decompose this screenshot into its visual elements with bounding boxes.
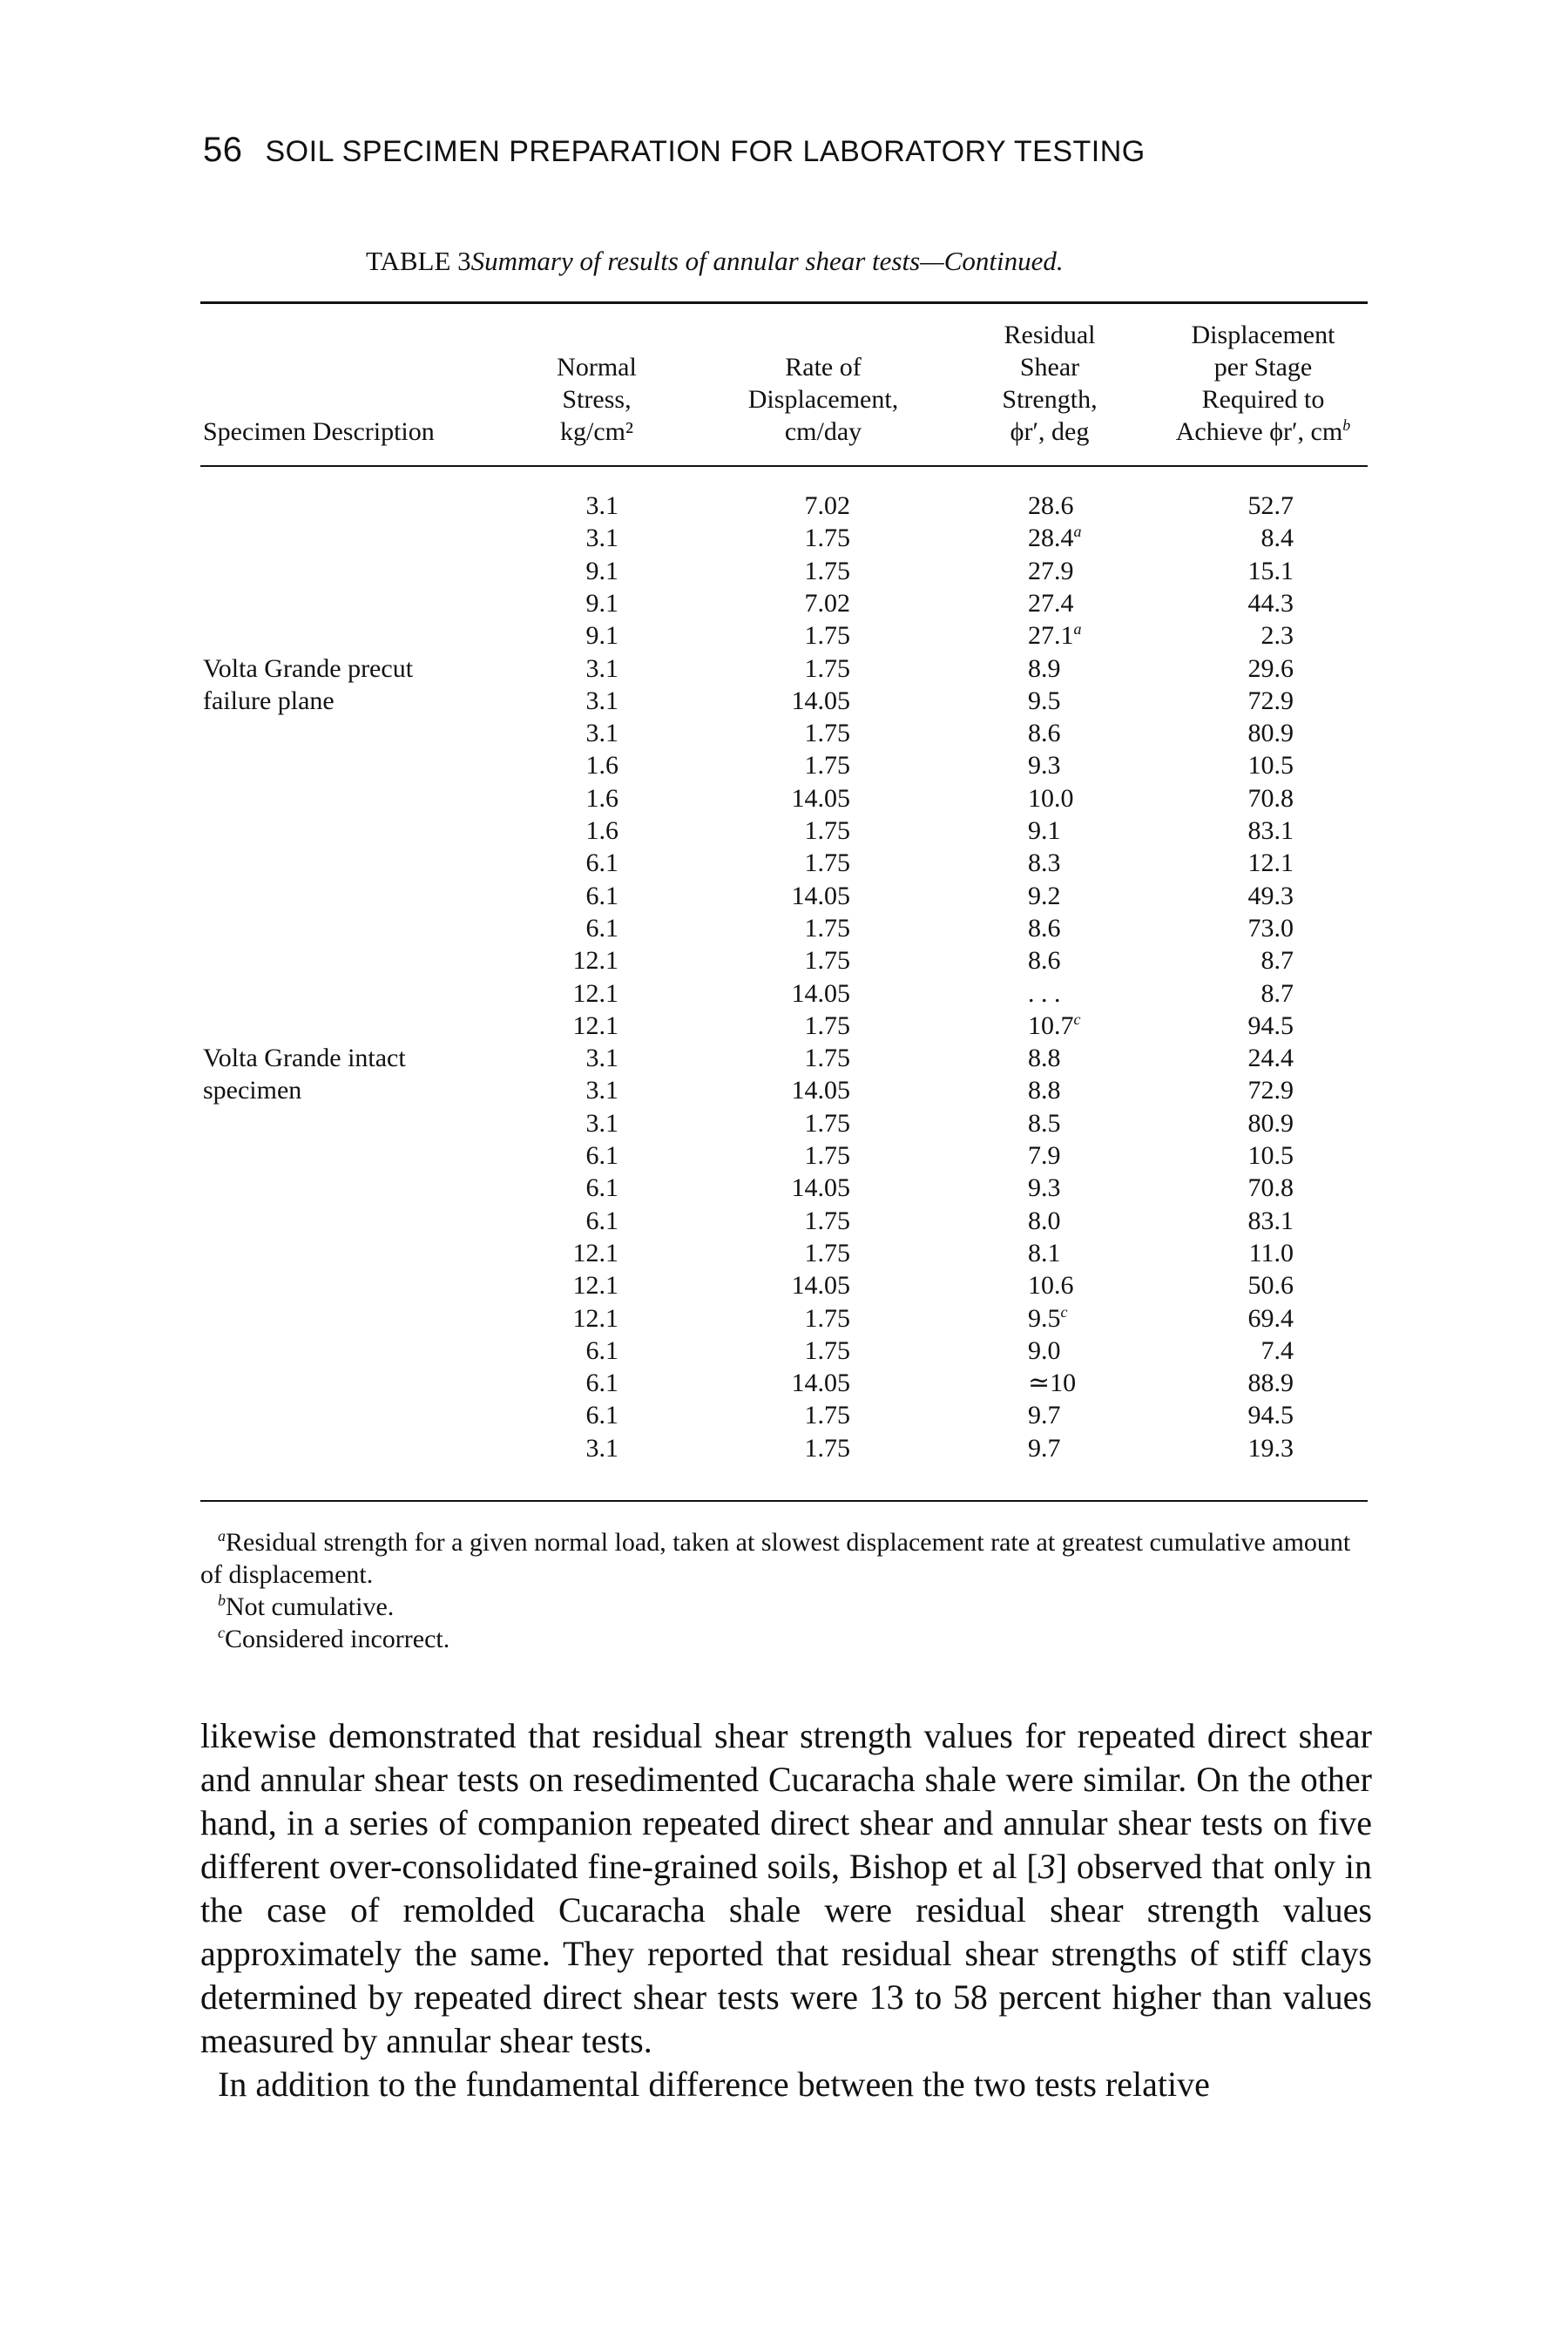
table-bottom-rule [200, 1500, 1368, 1502]
table-row [0, 1367, 1568, 1399]
cell-displacement: 72.9 [1247, 1076, 1294, 1105]
table-row [0, 619, 1568, 652]
cell-rate: 14.05 [791, 1271, 850, 1301]
table-row [0, 880, 1568, 912]
cell-normal-stress: 3.1 [585, 491, 618, 520]
cell-displacement: 83.1 [1247, 816, 1294, 845]
page-number: 56 [203, 131, 243, 169]
cell-normal-stress: 12.1 [572, 1238, 618, 1267]
cell-residual-strength: 27.4 [1028, 588, 1074, 618]
cell-displacement: 10.5 [1247, 1141, 1294, 1170]
cell-rate: 7.02 [804, 491, 850, 520]
cell-normal-stress: 3.1 [585, 1076, 618, 1105]
cell-rate: 14.05 [791, 978, 850, 1008]
footnote-c: $^c$Considered incorrect. [218, 1624, 450, 1653]
running-head-title: SOIL SPECIMEN PREPARATION FOR LABORATORY TESTING [265, 135, 1146, 168]
table-row [0, 1237, 1568, 1269]
cell-normal-stress: 3.1 [585, 1433, 618, 1463]
cell-displacement: 50.6 [1247, 1271, 1294, 1301]
cell-normal-stress: 3.1 [585, 719, 618, 748]
table-row [0, 1302, 1568, 1335]
table-row [0, 1432, 1568, 1464]
cell-residual-strength: 9.7 [1028, 1401, 1061, 1430]
cell-residual-strength: 9.1 [1028, 816, 1061, 845]
body-text [200, 1714, 1372, 2106]
table-row [0, 1269, 1568, 1301]
cell-rate: 1.75 [804, 1206, 850, 1235]
cell-residual-strength: 8.6 [1028, 946, 1061, 976]
table-row [0, 977, 1568, 1010]
header-specimen-description: Specimen Description [203, 417, 435, 446]
cell-rate: 1.75 [804, 751, 850, 781]
cell-residual-strength: 8.0 [1028, 1206, 1061, 1235]
cell-residual-strength: 27.1$^a$ [1028, 620, 1082, 651]
cell-normal-stress: 6.1 [585, 1173, 618, 1203]
specimen-description: Volta Grande intact specimen [203, 1044, 406, 1105]
cell-residual-strength: 8.8 [1028, 1076, 1061, 1105]
cell-displacement: 72.9 [1247, 686, 1294, 715]
cell-displacement: 94.5 [1247, 1010, 1294, 1040]
cell-normal-stress: 3.1 [585, 686, 618, 715]
cell-rate: 1.75 [804, 1335, 850, 1365]
cell-residual-strength: 28.4$^a$ [1028, 523, 1082, 553]
table-row [0, 685, 1568, 717]
cell-residual-strength: 10.7$^c$ [1028, 1010, 1081, 1040]
table-row [0, 847, 1568, 879]
cell-rate: 1.75 [804, 1141, 850, 1170]
cell-normal-stress: 6.1 [585, 881, 618, 910]
header-residual-shear-strength: Residual Shear Strength, ϕr′, deg [1002, 321, 1098, 446]
cell-displacement: 19.3 [1247, 1433, 1294, 1463]
cell-residual-strength: 9.2 [1028, 881, 1061, 910]
table-row [0, 1139, 1568, 1172]
cell-rate: 1.75 [804, 556, 850, 585]
cell-displacement: 73.0 [1247, 913, 1294, 943]
cell-residual-strength: 8.6 [1028, 913, 1061, 943]
footnote-a: $^a$Residual strength for a given normal load, taken at slowest displacement rate at greatest cumulative amount of displacement. [200, 1527, 1351, 1589]
table-title [366, 246, 1064, 277]
cell-normal-stress: 12.1 [572, 978, 618, 1008]
cell-rate: 1.75 [804, 1433, 850, 1463]
cell-rate: 1.75 [804, 1108, 850, 1138]
cell-rate: 14.05 [791, 686, 850, 715]
cell-displacement: 52.7 [1247, 491, 1294, 520]
citation-ref: 3 [1037, 1847, 1056, 1886]
table-row [0, 944, 1568, 977]
cell-rate: 1.75 [804, 1044, 850, 1073]
cell-displacement: 80.9 [1247, 719, 1294, 748]
cell-rate: 7.02 [804, 588, 850, 618]
table-header-rule [200, 465, 1368, 467]
cell-rate: 1.75 [804, 524, 850, 553]
cell-residual-strength: 8.6 [1028, 719, 1061, 748]
cell-displacement: 15.1 [1247, 556, 1294, 585]
cell-residual-strength: 9.3 [1028, 1173, 1061, 1203]
table-row [0, 1172, 1568, 1204]
cell-residual-strength: 10.0 [1028, 783, 1074, 813]
cell-displacement: 8.7 [1260, 978, 1294, 1008]
cell-residual-strength: 8.1 [1028, 1238, 1061, 1267]
cell-normal-stress: 3.1 [585, 1108, 618, 1138]
cell-residual-strength: ≃10 [1028, 1369, 1077, 1398]
running-head [203, 131, 1146, 170]
cell-displacement: 44.3 [1247, 588, 1294, 618]
cell-rate: 1.75 [804, 946, 850, 976]
cell-normal-stress: 1.6 [585, 751, 618, 781]
cell-residual-strength: . . . [1028, 978, 1061, 1008]
cell-rate: 1.75 [804, 719, 850, 748]
cell-residual-strength: 9.5 [1028, 686, 1061, 715]
cell-normal-stress: 1.6 [585, 783, 618, 813]
header-displacement-per-stage: Displacement per Stage Required to Achieve ϕr′, $cm^b$ [1175, 321, 1351, 446]
cell-rate: 1.75 [804, 913, 850, 943]
cell-displacement: 70.8 [1247, 1173, 1294, 1203]
table-row [0, 652, 1568, 685]
cell-displacement: 10.5 [1247, 751, 1294, 781]
cell-displacement: 94.5 [1247, 1401, 1294, 1430]
table-row [0, 912, 1568, 944]
table-row [0, 814, 1568, 847]
cell-displacement: 69.4 [1247, 1303, 1294, 1333]
cell-normal-stress: 9.1 [585, 588, 618, 618]
header-normal-stress: Normal Stress, kg/cm² [557, 353, 637, 446]
cell-residual-strength: 8.5 [1028, 1108, 1061, 1138]
cell-rate: 1.75 [804, 816, 850, 845]
cell-residual-strength: 8.9 [1028, 653, 1061, 683]
cell-normal-stress: 6.1 [585, 1335, 618, 1365]
cell-residual-strength: 9.0 [1028, 1335, 1061, 1365]
cell-residual-strength: 8.3 [1028, 848, 1061, 878]
table-top-rule [200, 301, 1368, 304]
cell-rate: 14.05 [791, 1173, 850, 1203]
cell-normal-stress: 3.1 [585, 524, 618, 553]
cell-residual-strength: 27.9 [1028, 556, 1074, 585]
table-row [0, 555, 1568, 587]
cell-rate: 14.05 [791, 1369, 850, 1398]
cell-displacement: 88.9 [1247, 1369, 1294, 1398]
table-row [0, 522, 1568, 554]
cell-rate: 14.05 [791, 1076, 850, 1105]
table-row [0, 1399, 1568, 1431]
table-row [0, 717, 1568, 749]
cell-normal-stress: 9.1 [585, 621, 618, 651]
cell-normal-stress: 6.1 [585, 848, 618, 878]
table-row [0, 1010, 1568, 1042]
cell-normal-stress: 12.1 [572, 1271, 618, 1301]
cell-normal-stress: 6.1 [585, 1401, 618, 1430]
table-row [0, 1042, 1568, 1074]
body-paragraph-1: likewise demonstrated that residual shear strength values for repeated direct shear and annular shear tests on resedimented Cucaracha shale were similar. On the other hand, in a series of companion repeated direct shear and annular shear tests on five different over-consolidated fine-grained soils, Bishop et al [3] observed that only in the case of remolded Cucaracha shale were residual shear strength values approximately the same. They reported that residual shear strengths of stiff clays determined by repeated direct shear tests were 13 to 58 percent higher than values measured by annular shear tests. [200, 1716, 1372, 2060]
cell-displacement: 12.1 [1247, 848, 1294, 878]
cell-residual-strength: 8.8 [1028, 1044, 1061, 1073]
cell-normal-stress: 3.1 [585, 1044, 618, 1073]
table-row [0, 1074, 1568, 1106]
cell-normal-stress: 12.1 [572, 946, 618, 976]
header-rate-of-displacement: Rate of Displacement, cm/day [747, 353, 899, 446]
cell-displacement: 8.7 [1260, 946, 1294, 976]
cell-displacement: 24.4 [1247, 1044, 1294, 1073]
cell-displacement: 11.0 [1248, 1238, 1294, 1267]
table-footnotes [200, 1526, 1372, 1655]
cell-rate: 1.75 [804, 1303, 850, 1333]
cell-displacement: 49.3 [1247, 881, 1294, 910]
cell-normal-stress: 12.1 [572, 1010, 618, 1040]
cell-normal-stress: 6.1 [585, 1206, 618, 1235]
cell-displacement: 7.4 [1260, 1335, 1294, 1365]
table-row [0, 490, 1568, 522]
cell-displacement: 83.1 [1247, 1206, 1294, 1235]
cell-displacement: 8.4 [1260, 524, 1294, 553]
cell-normal-stress: 9.1 [585, 556, 618, 585]
cell-rate: 14.05 [791, 783, 850, 813]
cell-residual-strength: 9.7 [1028, 1433, 1061, 1463]
cell-displacement: 80.9 [1247, 1108, 1294, 1138]
table-row [0, 1205, 1568, 1237]
table-row [0, 782, 1568, 814]
cell-rate: 14.05 [791, 881, 850, 910]
cell-normal-stress: 12.1 [572, 1303, 618, 1333]
cell-rate: 1.75 [804, 621, 850, 651]
cell-residual-strength: 28.6 [1028, 491, 1074, 520]
cell-residual-strength: 9.3 [1028, 751, 1061, 781]
cell-normal-stress: 6.1 [585, 1369, 618, 1398]
table-label: TABLE 3 [366, 246, 471, 276]
footnote-b: $^b$Not cumulative. [218, 1592, 395, 1621]
cell-rate: 1.75 [804, 848, 850, 878]
cell-normal-stress: 6.1 [585, 913, 618, 943]
cell-residual-strength: 9.5$^c$ [1028, 1302, 1068, 1333]
cell-rate: 1.75 [804, 1010, 850, 1040]
cell-rate: 1.75 [804, 1401, 850, 1430]
table-row [0, 587, 1568, 619]
cell-normal-stress: 3.1 [585, 653, 618, 683]
cell-displacement: 2.3 [1260, 621, 1294, 651]
table-row [0, 1107, 1568, 1139]
cell-residual-strength: 10.6 [1028, 1271, 1074, 1301]
cell-displacement: 70.8 [1247, 783, 1294, 813]
table-row [0, 749, 1568, 781]
cell-normal-stress: 1.6 [585, 816, 618, 845]
cell-displacement: 29.6 [1247, 653, 1294, 683]
specimen-description: Volta Grande precut failure plane [203, 653, 414, 715]
body-paragraph-2: In addition to the fundamental difference between the two tests relative [218, 2065, 1210, 2104]
table-row [0, 1335, 1568, 1367]
cell-residual-strength: 7.9 [1028, 1141, 1061, 1170]
table-caption: Summary of results of annular shear tests—Continued. [470, 246, 1064, 276]
cell-rate: 1.75 [804, 653, 850, 683]
cell-normal-stress: 6.1 [585, 1141, 618, 1170]
cell-rate: 1.75 [804, 1238, 850, 1267]
